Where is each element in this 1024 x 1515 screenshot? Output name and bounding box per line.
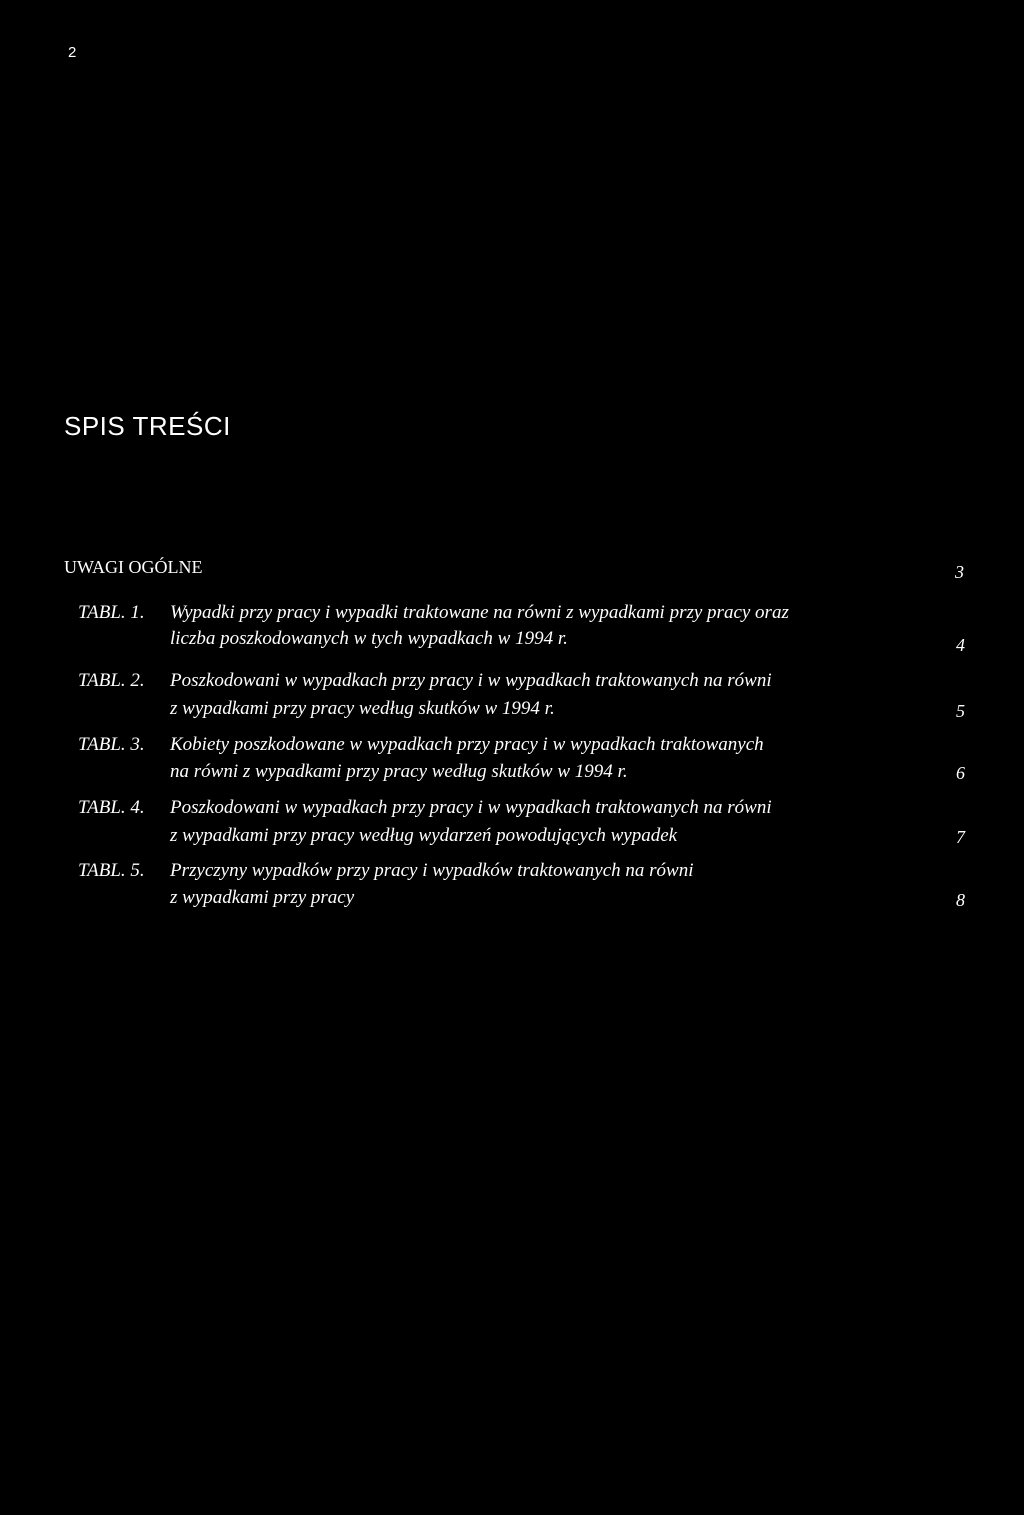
page-number: 2 xyxy=(68,44,77,61)
toc-entry-label: TABL. 3. xyxy=(78,734,145,755)
toc-page-ref-table-4: 7 xyxy=(956,827,965,847)
toc-entry-label: TABL. 5. xyxy=(78,860,145,881)
toc-entry-line: Kobiety poszkodowane w wypadkach przy pracy i w wypadkach traktowanych xyxy=(170,734,764,755)
toc-entry-line: z wypadkami przy pracy według wydarzeń powodujących wypadek xyxy=(170,825,678,846)
toc-entry-line: z wypadkami przy pracy według skutków w 1994 r. xyxy=(170,698,555,719)
toc-entry-line: na równi z wypadkami przy pracy według skutków w 1994 r. xyxy=(170,761,628,782)
toc-entry-label: TABL. 2. xyxy=(78,670,145,691)
toc-entry-line: Poszkodowani w wypadkach przy pracy i w wypadkach traktowanych na równi xyxy=(170,797,772,818)
toc-entry-line: liczba poszkodowanych w tych wypadkach w 1994 r. xyxy=(170,628,568,649)
toc-entry-general-notes: UWAGI OGÓLNE xyxy=(64,557,203,577)
toc-page-ref-general-notes: 3 xyxy=(955,562,964,582)
toc-entry-line: z wypadkami przy pracy xyxy=(170,887,355,908)
toc-entry-label: TABL. 1. xyxy=(78,602,145,623)
toc-page-ref-table-1: 4 xyxy=(956,635,965,655)
toc-page-ref-table-2: 5 xyxy=(956,701,965,721)
toc-entry-line: Przyczyny wypadków przy pracy i wypadków traktowanych na równi xyxy=(170,860,694,881)
toc-page-ref-table-3: 6 xyxy=(956,763,965,783)
toc-entry-line: Poszkodowani w wypadkach przy pracy i w wypadkach traktowanych na równi xyxy=(170,670,772,691)
toc-page-ref-table-5: 8 xyxy=(956,890,965,910)
toc-entry-line: Wypadki przy pracy i wypadki traktowane na równi z wypadkami przy pracy oraz xyxy=(170,602,789,623)
toc-title: SPIS TREŚCI xyxy=(64,411,231,441)
toc-entry-label: TABL. 4. xyxy=(78,797,145,818)
